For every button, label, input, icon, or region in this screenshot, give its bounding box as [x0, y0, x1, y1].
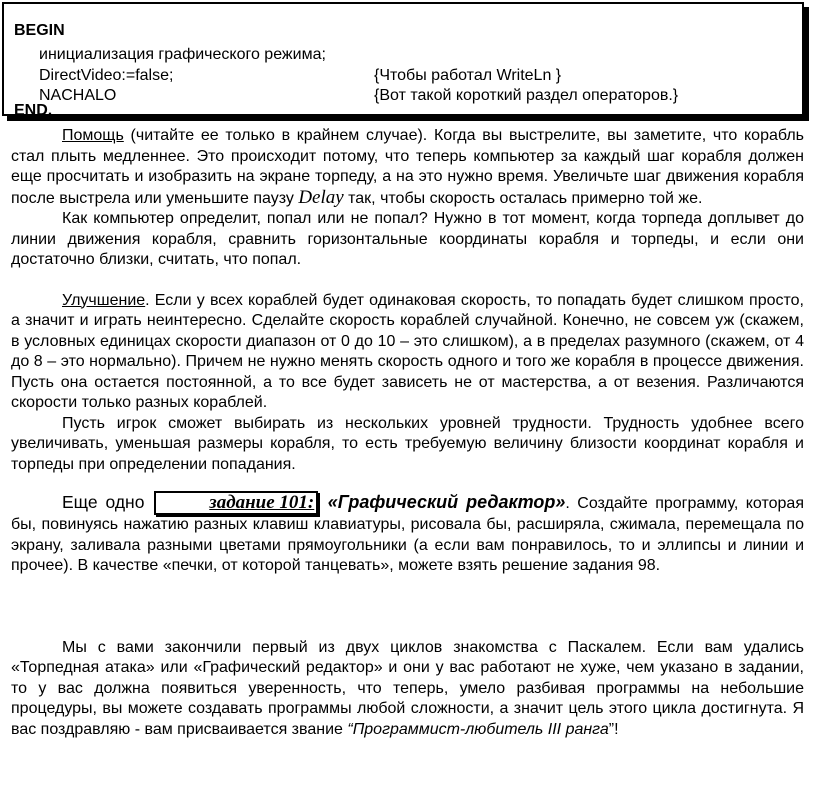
- help-text: (читайте ее только в крайнем случае). Когда вы выстрелите, вы заметите, что корабль стал плыть медленнее. Это происходит потому, что теперь компьютер за каждый шаг корабля должен еще просчитать и изобразить на экране торпеду, а на это нужно время. Увеличьте шаг движения корабля после выстрела или уменьшите паузу: [11, 127, 804, 207]
- hit-paragraph: Как компьютер определит, попал или не попал? Нужно в тот момент, когда торпеда доплывет до линии движения корабля, сравнить горизонтальные координаты корабля и торпеды, и если они достаточно близки, считать, что попал.: [11, 210, 804, 268]
- task-title: «Графический редактор»: [327, 492, 566, 512]
- task-text: . Создайте программу, которая бы, повинуясь нажатию разных клавиш клавиатуры, рисовала бы, расширяла, сжимала, перемещала по экрану, заливала разными цветами прямоугольники (а если вам понравилось, то и эллипсы и линии и прочее). В качестве «печки, от которой танцевать», можете взять решение задания 98.: [11, 495, 804, 574]
- help-paragraph: [11, 126, 804, 209]
- task-number-box: задание 101:: [154, 491, 318, 515]
- final-text: Мы с вами закончили первый из двух циклов знакомства с Паскалем. Если вам удались «Торпедная атака» или «Графический редактор» и они у вас работают не хуже, чем указано в задании, то у вас должна появиться уверенность, что теперь, умело разбивая программы на небольшие процедуры, вы можете создавать программы любой сложности, а значит цель этого цикла достигнута. Я вас поздравляю - вам присваивается звание: [11, 638, 804, 738]
- improvement-text: . Если у всех кораблей будет одинаковая скорость, то попадать будет слишком просто, а значит и играть неинтересно. Сделайте скорость кораблей случайной. Конечно, не совсем уж (скажем, в условных единицах скорости диапазон от 0 до 10 – это слишком), а в пределах разумного (скажем, от 4 до 8 – это нормально). Причем не нужно менять скорость одного и того же корабля в процессе движения. Пусть она остается постоянной, а то все будет зависеть не от мастерства, а от везения. Различаются скорости только разных кораблей.: [11, 291, 804, 411]
- document-body: [11, 126, 804, 740]
- final-paragraph: [11, 638, 804, 741]
- final-end: ”!: [608, 720, 619, 738]
- delay-identifier: Delay: [298, 186, 344, 208]
- code-statement: инициализация графического режима;: [39, 46, 326, 63]
- code-comment: {Чтобы работал WriteLn }: [374, 67, 562, 84]
- code-comment: {Вот такой короткий раздел операторов.}: [374, 87, 679, 104]
- task-prefix: Еще одно: [62, 492, 153, 512]
- rank-title: “Программист-любитель III ранга: [347, 720, 609, 738]
- difficulty-paragraph: Пусть игрок сможет выбирать из нескольких уровней трудности. Трудность удобнее всего увеличивать, уменьшая размеры корабля, то есть требуемую величину близости координат корабля и торпеды при определении попадания.: [11, 414, 804, 473]
- code-listing: [2, 2, 804, 119]
- code-begin: BEGIN: [14, 22, 65, 39]
- help-label: Помощь: [62, 127, 124, 144]
- improvement-paragraph: [11, 291, 804, 414]
- code-end: END.: [14, 102, 53, 119]
- help-text-end: так, чтобы скорость осталась примерно той же.: [343, 189, 703, 207]
- improvement-label: Улучшение: [62, 291, 146, 309]
- code-statement: DirectVideo:=false;: [39, 67, 174, 84]
- task-paragraph: [11, 491, 804, 577]
- code-statement: NACHALO: [39, 87, 117, 104]
